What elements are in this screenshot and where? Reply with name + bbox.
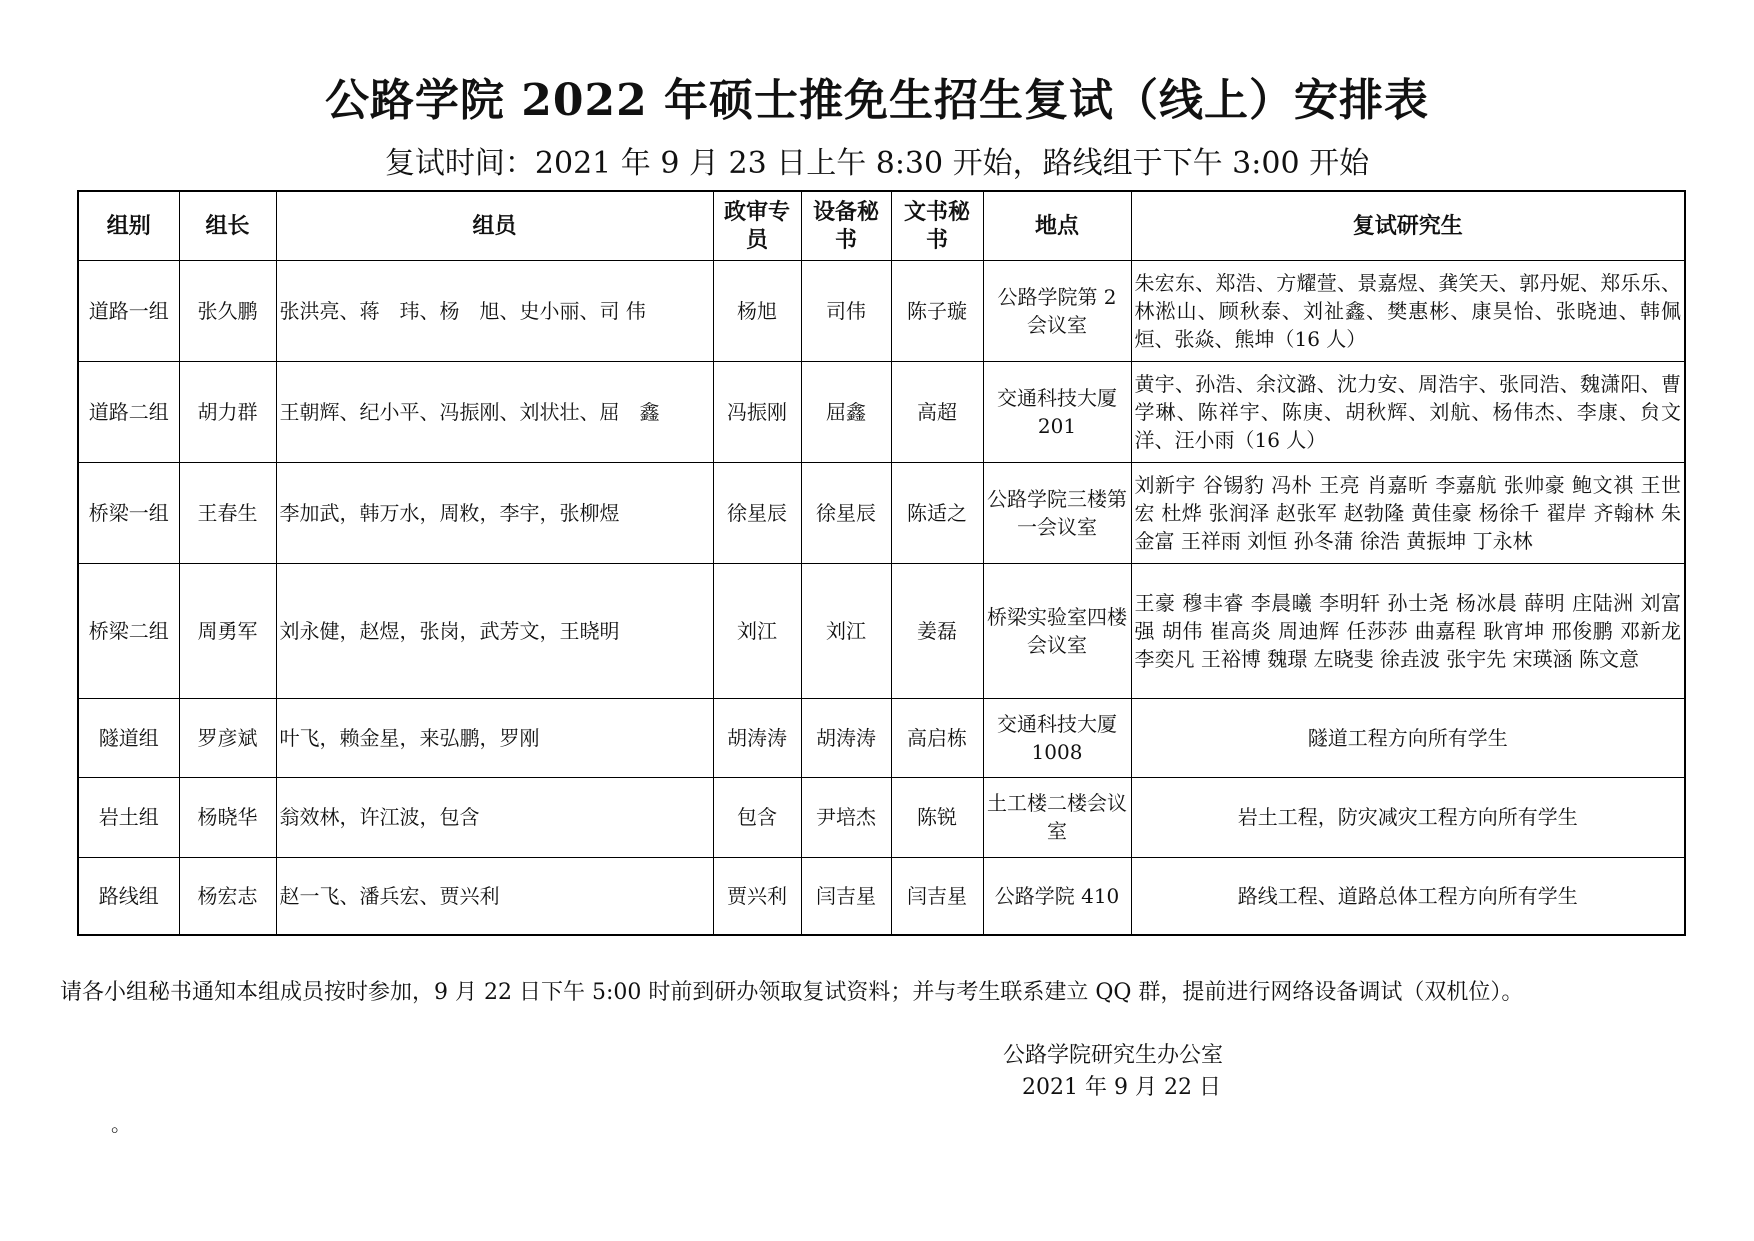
cell-students: 朱宏东、郑浩、方耀萱、景嘉煜、龚笑天、郭丹妮、郑乐乐、林淞山、顾秋泰、刘祉鑫、樊惠彬、康昊怡、张晓迪、韩佩烜、张焱、熊坤（16 人） [1131,260,1685,361]
header-clerk: 文书秘书 [891,191,983,260]
cell-group: 岩土组 [78,777,179,857]
cell-clerk: 陈适之 [891,462,983,563]
cell-clerk: 高超 [891,361,983,462]
cell-group: 隧道组 [78,698,179,777]
cell-students: 黄宇、孙浩、余汶潞、沈力安、周浩宇、张同浩、魏潇阳、曹学琳、陈祥宇、陈庚、胡秋辉、刘航、杨伟杰、李康、贠文洋、汪小雨（16 人） [1131,361,1685,462]
cell-location: 桥梁实验室四楼会议室 [983,563,1131,698]
cell-clerk: 闫吉星 [891,857,983,935]
cell-location: 公路学院第 2 会议室 [983,260,1131,361]
cell-group: 桥梁一组 [78,462,179,563]
cell-members: 张洪亮、蒋 玮、杨 旭、史小丽、司 伟 [276,260,713,361]
cell-political: 刘江 [713,563,801,698]
header-location: 地点 [983,191,1131,260]
table-row [78,563,1685,698]
table-row [78,698,1685,777]
cell-members: 叶飞，赖金星，来弘鹏，罗刚 [276,698,713,777]
cell-students: 王豪 穆丰睿 李晨曦 李明轩 孙士尧 杨冰晨 薛明 庄陆洲 刘富强 胡伟 崔高炎 周迪辉 任莎莎 曲嘉程 耿宵坤 邢俊鹏 邓新龙 李奕凡 王裕博 魏璟 左晓斐 徐垚波 张宇先 宋瑛涵 陈文意 [1131,563,1685,698]
cell-location: 公路学院三楼第一会议室 [983,462,1131,563]
cell-students: 隧道工程方向所有学生 [1131,698,1685,777]
cell-group: 桥梁二组 [78,563,179,698]
stray-period: 。 [111,1112,131,1136]
table-row [78,361,1685,462]
cell-group: 路线组 [78,857,179,935]
cell-students: 路线工程、道路总体工程方向所有学生 [1131,857,1685,935]
cell-leader: 杨晓华 [179,777,276,857]
table-row [78,777,1685,857]
cell-political: 包含 [713,777,801,857]
cell-location: 公路学院 410 [983,857,1131,935]
cell-students: 刘新宇 谷锡豹 冯朴 王亮 肖嘉昕 李嘉航 张帅豪 鲍文祺 王世宏 杜烨 张润泽 赵张军 赵勃隆 黄佳豪 杨徐千 翟岸 齐翰林 朱金富 王祥雨 刘恒 孙冬蒲 徐浩 黄振坤 丁永林 [1131,462,1685,563]
cell-equipment: 胡涛涛 [801,698,891,777]
cell-equipment: 刘江 [801,563,891,698]
table-row [78,462,1685,563]
cell-equipment: 尹培杰 [801,777,891,857]
cell-members: 王朝辉、纪小平、冯振刚、刘状壮、屈 鑫 [276,361,713,462]
cell-leader: 杨宏志 [179,857,276,935]
header-political: 政审专员 [713,191,801,260]
cell-political: 胡涛涛 [713,698,801,777]
table-row [78,857,1685,935]
cell-equipment: 屈鑫 [801,361,891,462]
table-header-row [78,191,1685,260]
cell-political: 贾兴利 [713,857,801,935]
issuing-office: 公路学院研究生办公室 [1003,1043,1224,1068]
cell-clerk: 姜磊 [891,563,983,698]
cell-members: 赵一飞、潘兵宏、贾兴利 [276,857,713,935]
cell-members: 刘永健，赵煜，张岗，武芳文，王晓明 [276,563,713,698]
header-students: 复试研究生 [1131,191,1685,260]
header-leader: 组长 [179,191,276,260]
cell-leader: 张久鹏 [179,260,276,361]
cell-group: 道路一组 [78,260,179,361]
cell-members: 翁效林，许江波，包含 [276,777,713,857]
header-equipment: 设备秘书 [801,191,891,260]
cell-group: 道路二组 [78,361,179,462]
footer-note: 请各小组秘书通知本组成员按时参加，9 月 22 日下午 5:00 时前到研办领取复试资料；并与考生联系建立 QQ 群，提前进行网络设备调试（双机位）。 [60,980,1524,1005]
cell-leader: 周勇军 [179,563,276,698]
cell-political: 冯振刚 [713,361,801,462]
cell-location: 土工楼二楼会议室 [983,777,1131,857]
cell-leader: 胡力群 [179,361,276,462]
header-group: 组别 [78,191,179,260]
document-subtitle: 复试时间：2021 年 9 月 23 日上午 8:30 开始，路线组于下午 3:00 开始 [384,146,1370,181]
cell-leader: 王春生 [179,462,276,563]
cell-location: 交通科技大厦 1008 [983,698,1131,777]
cell-equipment: 司伟 [801,260,891,361]
cell-equipment: 闫吉星 [801,857,891,935]
cell-political: 杨旭 [713,260,801,361]
cell-members: 李加武，韩万水，周敉，李宇，张柳煜 [276,462,713,563]
cell-clerk: 高启栋 [891,698,983,777]
header-members: 组员 [276,191,713,260]
cell-political: 徐星辰 [713,462,801,563]
cell-equipment: 徐星辰 [801,462,891,563]
cell-students: 岩土工程，防灾减灾工程方向所有学生 [1131,777,1685,857]
schedule-table [77,190,1686,936]
cell-clerk: 陈锐 [891,777,983,857]
cell-leader: 罗彦斌 [179,698,276,777]
issue-date: 2021 年 9 月 22 日 [1022,1075,1221,1100]
document-title: 公路学院 2022 年硕士推免生招生复试（线上）安排表 [324,75,1430,126]
cell-clerk: 陈子璇 [891,260,983,361]
table-row [78,260,1685,361]
cell-location: 交通科技大厦 201 [983,361,1131,462]
